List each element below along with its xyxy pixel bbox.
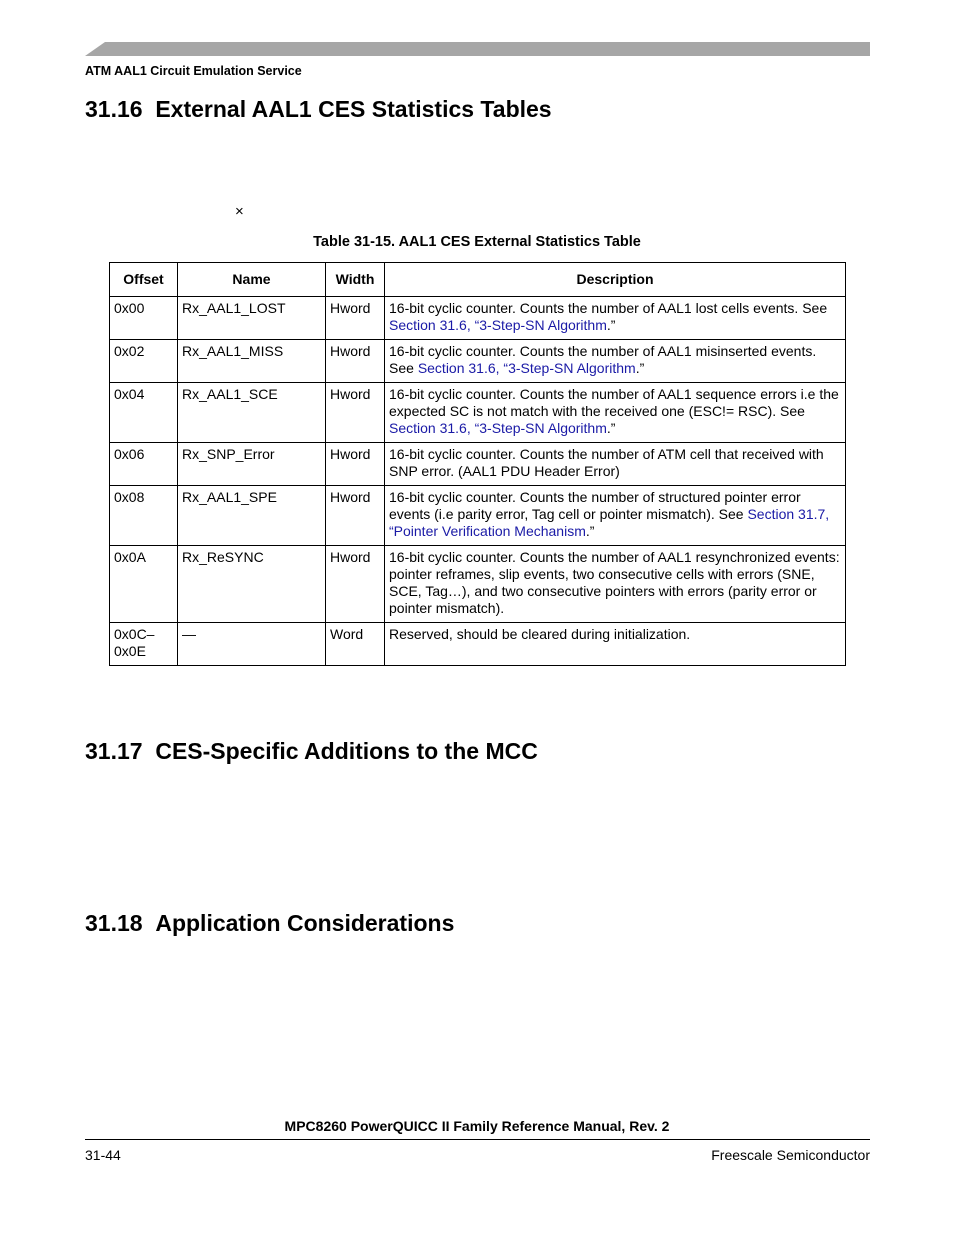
table-header-row [110, 263, 846, 297]
cell-name: Rx_AAL1_SCE [178, 383, 326, 443]
description-text: 16-bit cyclic counter. Counts the number of AAL1 misinserted events. See [389, 343, 817, 376]
description-trailing-text: .” [635, 360, 645, 376]
description-trailing-text: .” [606, 317, 616, 333]
description-text: 16-bit cyclic counter. Counts the number of ATM cell that received with SNP error. (AAL1 PDU Header Error) [389, 446, 824, 479]
cell-description [385, 546, 846, 623]
statistics-table [109, 262, 846, 666]
cell-description [385, 297, 846, 340]
cell-width: Hword [326, 546, 385, 623]
page-number: 31-44 [85, 1147, 121, 1163]
cross-reference-link[interactable]: Section 31.7, “Pointer Verification Mechanism [389, 506, 830, 539]
section-title: Application Considerations [155, 910, 455, 936]
description-trailing-text: .” [585, 523, 595, 539]
description-text: Reserved, should be cleared during initialization. [389, 626, 691, 642]
cell-description [385, 340, 846, 383]
table-row [110, 443, 846, 486]
description-text: 16-bit cyclic counter. Counts the number of AAL1 resynchronized events: pointer reframes, slip events, two consecutive cells with errors (SNE, SCE, Tag…), and two consecutive pointers with errors (parity error or pointer mismatch). [389, 549, 840, 616]
footer-divider [85, 1139, 870, 1140]
cell-offset: 0x08 [110, 486, 178, 546]
table-row [110, 486, 846, 546]
cross-reference-link[interactable]: Section 31.6, “3-Step-SN Algorithm [389, 420, 607, 436]
description-text: 16-bit cyclic counter. Counts the number of structured pointer error events (i.e parity error, Tag cell or pointer mismatch). See [389, 489, 801, 522]
cell-name: Rx_SNP_Error [178, 443, 326, 486]
column-header-name: Name [178, 263, 326, 297]
cross-reference-link[interactable]: Section 31.6, “3-Step-SN Algorithm [389, 317, 607, 333]
cell-description [385, 443, 846, 486]
cell-width: Hword [326, 486, 385, 546]
section-heading-31-16 [85, 96, 552, 123]
cell-description [385, 486, 846, 546]
table-caption: Table 31-15. AAL1 CES External Statistics Table [313, 234, 641, 250]
cell-description [385, 623, 846, 666]
cell-width: Hword [326, 340, 385, 383]
header-decorative-bar [85, 42, 870, 56]
section-heading-31-17 [85, 738, 538, 765]
cell-name: Rx_AAL1_MISS [178, 340, 326, 383]
cell-width: Hword [326, 383, 385, 443]
table-row [110, 383, 846, 443]
running-head: ATM AAL1 Circuit Emulation Service [85, 64, 302, 78]
cell-offset: 0x0C–0x0E [110, 623, 178, 666]
section-number: 31.17 [85, 738, 143, 764]
cross-reference-link[interactable]: Section 31.6, “3-Step-SN Algorithm [417, 360, 636, 376]
footer-manual-title: MPC8260 PowerQUICC II Family Reference Manual, Rev. 2 [284, 1118, 670, 1134]
cell-offset: 0x04 [110, 383, 178, 443]
cell-name: — [178, 623, 326, 666]
column-header-width: Width [326, 263, 385, 297]
section-heading-31-18 [85, 910, 454, 937]
section-number: 31.16 [85, 96, 143, 122]
cell-name: Rx_AAL1_LOST [178, 297, 326, 340]
table-row [110, 546, 846, 623]
cell-offset: 0x0A [110, 546, 178, 623]
cell-offset: 0x06 [110, 443, 178, 486]
section-title: CES-Specific Additions to the MCC [155, 738, 538, 764]
description-text: 16-bit cyclic counter. Counts the number of AAL1 lost cells events. See [389, 300, 828, 316]
description-trailing-text: .” [606, 420, 616, 436]
cell-offset: 0x00 [110, 297, 178, 340]
company-name: Freescale Semiconductor [711, 1147, 870, 1163]
cell-width: Hword [326, 443, 385, 486]
column-header-offset: Offset [110, 263, 178, 297]
cell-offset: 0x02 [110, 340, 178, 383]
table-body [110, 297, 846, 666]
cell-width: Word [326, 623, 385, 666]
table-row [110, 297, 846, 340]
description-text: 16-bit cyclic counter. Counts the number of AAL1 sequence errors i.e the expected SC is not match with the received one (ESC!= RSC). See [389, 386, 839, 419]
column-header-description: Description [385, 263, 846, 297]
cell-width: Hword [326, 297, 385, 340]
stray-multiply-glyph: × [235, 203, 244, 220]
cell-name: Rx_AAL1_SPE [178, 486, 326, 546]
table-row [110, 340, 846, 383]
cell-name: Rx_ReSYNC [178, 546, 326, 623]
section-title: External AAL1 CES Statistics Tables [155, 96, 552, 122]
table-row [110, 623, 846, 666]
cell-description [385, 383, 846, 443]
section-number: 31.18 [85, 910, 143, 936]
